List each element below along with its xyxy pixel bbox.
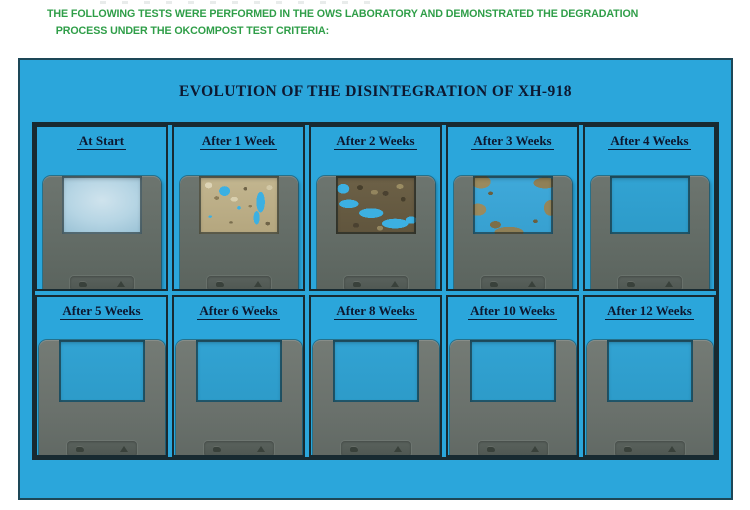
recycle-icon bbox=[487, 446, 495, 452]
triangle-icon bbox=[117, 281, 125, 287]
slide-emboss-strip bbox=[67, 441, 137, 457]
slide-emboss-strip bbox=[478, 441, 548, 457]
timepoint-label: After 12 Weeks bbox=[607, 303, 692, 318]
slide-emboss-strip bbox=[618, 276, 682, 291]
slide-window bbox=[59, 340, 145, 402]
triangle-icon bbox=[254, 281, 262, 287]
slide-photo bbox=[450, 340, 576, 457]
triangle-icon bbox=[120, 446, 128, 452]
recycle-icon bbox=[216, 281, 224, 287]
slide-window bbox=[473, 176, 553, 234]
timepoint-label: After 1 Week bbox=[201, 133, 276, 148]
intro-line-2: PROCESS UNDER THE OKCOMPOST TEST CRITERIA: bbox=[55, 25, 330, 37]
slide-emboss-strip bbox=[204, 441, 274, 457]
slide-photo bbox=[591, 176, 709, 291]
triangle-icon bbox=[391, 281, 399, 287]
triangle-icon bbox=[394, 446, 402, 452]
timepoint-label: After 2 Weeks bbox=[336, 133, 415, 148]
recycle-icon bbox=[213, 446, 221, 452]
slide-window bbox=[199, 176, 279, 234]
slide-photo bbox=[39, 340, 165, 457]
recycle-icon bbox=[353, 281, 361, 287]
timepoint-label: After 8 Weeks bbox=[336, 303, 415, 318]
grid-cell-week-1 bbox=[172, 125, 305, 291]
timepoint-label: After 4 Weeks bbox=[610, 133, 689, 148]
timepoint-label: After 5 Weeks bbox=[62, 303, 141, 318]
disintegration-board bbox=[18, 58, 733, 500]
grid-cell-week-12 bbox=[583, 295, 716, 457]
triangle-icon bbox=[528, 281, 536, 287]
slide-photo bbox=[454, 176, 572, 291]
triangle-icon bbox=[668, 446, 676, 452]
board-title: EVOLUTION OF THE DISINTEGRATION OF XH-918 bbox=[179, 83, 572, 100]
slide-photo bbox=[176, 340, 302, 457]
recycle-icon bbox=[624, 446, 632, 452]
timepoint-label: After 10 Weeks bbox=[470, 303, 555, 318]
recycle-icon bbox=[350, 446, 358, 452]
slide-emboss-strip bbox=[481, 276, 545, 291]
grid-cell-week-6 bbox=[172, 295, 305, 457]
slide-emboss-strip bbox=[615, 441, 685, 457]
timepoint-label: After 6 Weeks bbox=[199, 303, 278, 318]
grid-cell-week-10 bbox=[446, 295, 579, 457]
slide-window bbox=[336, 176, 416, 234]
timepoint-label: At Start bbox=[78, 133, 125, 148]
slide-photo bbox=[180, 176, 298, 291]
triangle-icon bbox=[531, 446, 539, 452]
slide-photo bbox=[43, 176, 161, 291]
recycle-icon bbox=[627, 281, 635, 287]
slide-window bbox=[196, 340, 282, 402]
slide-window bbox=[610, 176, 690, 234]
grid-cell-week-2 bbox=[309, 125, 442, 291]
slide-window bbox=[470, 340, 556, 402]
slide-emboss-strip bbox=[344, 276, 408, 291]
triangle-icon bbox=[257, 446, 265, 452]
slide-photo bbox=[587, 340, 713, 457]
intro-text bbox=[47, 6, 687, 40]
grid-cell-week-4 bbox=[583, 125, 716, 291]
grid-cell-week-8 bbox=[309, 295, 442, 457]
slide-window bbox=[333, 340, 419, 402]
intro-line-1: THE FOLLOWING TESTS WERE PERFORMED IN THE OWS LABORATORY AND DEMONSTRATED THE DEGRADATION bbox=[47, 8, 639, 20]
grid-cell-week-5 bbox=[35, 295, 168, 457]
recycle-icon bbox=[76, 446, 84, 452]
slide-emboss-strip bbox=[70, 276, 134, 291]
timepoint-grid bbox=[32, 122, 719, 460]
cropped-text-remnant bbox=[100, 1, 380, 4]
grid-cell-week-3 bbox=[446, 125, 579, 291]
slide-photo bbox=[317, 176, 435, 291]
recycle-icon bbox=[79, 281, 87, 287]
slide-photo bbox=[313, 340, 439, 457]
timepoint-label: After 3 Weeks bbox=[473, 133, 552, 148]
slide-emboss-strip bbox=[207, 276, 271, 291]
grid-cell-at-start bbox=[35, 125, 168, 291]
recycle-icon bbox=[490, 281, 498, 287]
slide-emboss-strip bbox=[341, 441, 411, 457]
triangle-icon bbox=[665, 281, 673, 287]
slide-window bbox=[607, 340, 693, 402]
slide-window bbox=[62, 176, 142, 234]
